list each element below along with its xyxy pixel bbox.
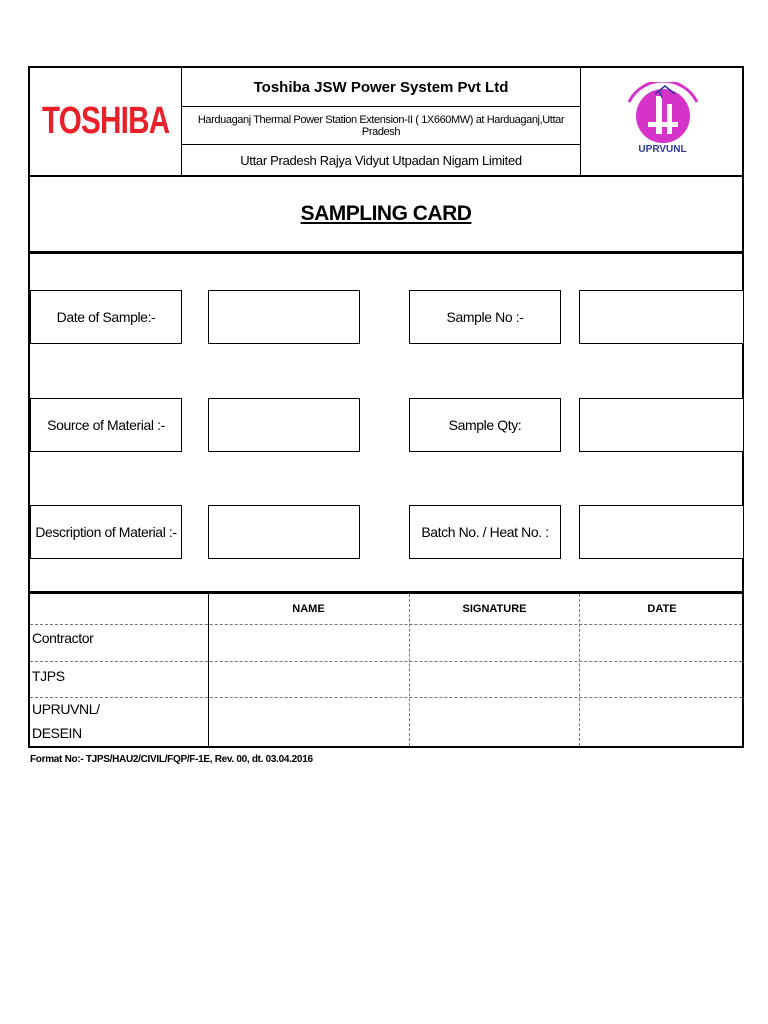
sample-qty-input[interactable] [579, 398, 744, 452]
source-of-material-input[interactable] [208, 398, 360, 452]
date-of-sample-input[interactable] [208, 290, 360, 344]
sampling-card-form [28, 66, 744, 748]
source-of-material-label: Source of Material :- [30, 398, 182, 452]
column-header-signature: SIGNATURE [462, 603, 527, 615]
sample-qty-label: Sample Qty: [409, 398, 561, 452]
toshiba-logo: TOSHIBA [41, 100, 170, 142]
row-label-contractor: Contractor [32, 630, 94, 646]
batch-heat-no-label: Batch No. / Heat No. : [409, 505, 561, 559]
page-title: SAMPLING CARD [300, 202, 472, 225]
sample-no-label: Sample No :- [409, 290, 561, 344]
row-label-desein: DESEIN [32, 725, 82, 741]
format-number-footer: Format No:- TJPS/HAU2/CIVIL/FQP/F-1E, Rev. 00, dt. 03.04.2016 [30, 754, 313, 765]
column-header-date: DATE [647, 603, 677, 615]
description-of-material-label: Description of Material :- [30, 505, 182, 559]
sample-no-input[interactable] [579, 290, 744, 344]
batch-heat-no-input[interactable] [579, 505, 744, 559]
uprvunl-logo: UPRVUNL [581, 68, 744, 175]
row-label-upruvnl: UPRUVNL/ [32, 701, 100, 717]
row-label-tjps: TJPS [32, 668, 65, 684]
date-of-sample-label: Date of Sample:- [30, 290, 182, 344]
project-name: Harduaganj Thermal Power Station Extension-II ( 1X660MW) at Harduaganj,Uttar Pradesh [197, 113, 565, 138]
column-header-name: NAME [292, 603, 325, 615]
description-of-material-input[interactable] [208, 505, 360, 559]
client-name: Uttar Pradesh Rajya Vidyut Utpadan Nigam Limited [240, 152, 522, 168]
company-name: Toshiba JSW Power System Pvt Ltd [253, 78, 509, 96]
